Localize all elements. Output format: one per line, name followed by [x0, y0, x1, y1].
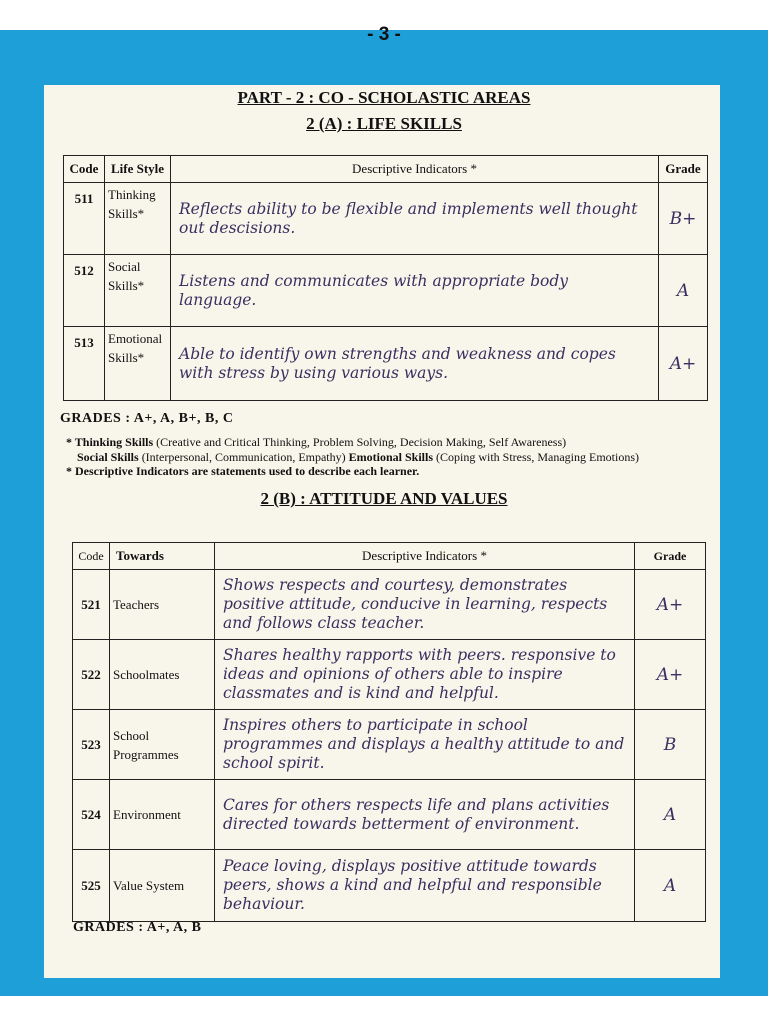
row-indicator: Peace loving, displays positive attitude towards peers, shows a kind and helpful and responsible behaviour.: [215, 850, 635, 922]
header-descriptive-indicators: Descriptive Indicators *: [215, 543, 635, 570]
row-skill: Social Skills*: [105, 255, 171, 327]
header-grade: Grade: [659, 156, 708, 183]
page-number: - 3 -: [367, 24, 401, 45]
attitude-values-title: 2 (B) : ATTITUDE AND VALUES: [260, 489, 508, 508]
note-thinking-skills: * Thinking Skills (Creative and Critical Thinking, Problem Solving, Decision Making, Self Awareness): [66, 435, 567, 449]
header-life-style: Life Style: [105, 156, 171, 183]
table-row: [73, 710, 706, 780]
row-indicator: Shares healthy rapports with peers. responsive to ideas and opinions of others able to inspire classmates and is kind and helpful.: [215, 640, 635, 710]
table-row: [64, 255, 708, 327]
row-indicator: Cares for others respects life and plans activities directed towards betterment of environment.: [215, 780, 635, 850]
table-row: [73, 850, 706, 922]
row-grade: A: [635, 780, 706, 850]
header-code: Code: [73, 543, 110, 570]
row-code: 524: [73, 780, 110, 850]
row-indicator: Shows respects and courtesy, demonstrates positive attitude, conducive in learning, respects and follows class teacher.: [215, 570, 635, 640]
table-row: [73, 570, 706, 640]
row-indicator: Listens and communicates with appropriate body language.: [171, 255, 659, 327]
row-code: 525: [73, 850, 110, 922]
row-towards: Schoolmates: [110, 640, 215, 710]
row-towards: School Programmes: [110, 710, 215, 780]
row-grade: A+: [659, 327, 708, 401]
row-towards: Value System: [110, 850, 215, 922]
life-skills-title: 2 (A) : LIFE SKILLS: [306, 114, 462, 133]
table-row: [73, 640, 706, 710]
attitude-values-grades: GRADES : A+, A, B: [73, 920, 202, 935]
row-grade: A+: [635, 640, 706, 710]
row-skill: Thinking Skills*: [105, 183, 171, 255]
row-indicator: Reflects ability to be flexible and implements well thought out descisions.: [171, 183, 659, 255]
life-skills-notes: [66, 435, 639, 479]
row-code: 513: [64, 327, 105, 401]
attitude-values-table: [72, 542, 706, 922]
header-descriptive-indicators: Descriptive Indicators *: [171, 156, 659, 183]
life-skills-grades: GRADES : A+, A, B+, B, C: [60, 411, 234, 426]
note-descriptive-indicators: * Descriptive Indicators are statements used to describe each learner.: [66, 464, 420, 478]
header-code: Code: [64, 156, 105, 183]
row-code: 523: [73, 710, 110, 780]
part-title: PART - 2 : CO - SCHOLASTIC AREAS: [237, 88, 531, 107]
row-towards: Environment: [110, 780, 215, 850]
life-skills-table: [63, 155, 708, 401]
row-skill: Emotional Skills*: [105, 327, 171, 401]
table-row: [73, 780, 706, 850]
row-indicator: Able to identify own strengths and weakness and copes with stress by using various ways.: [171, 327, 659, 401]
row-grade: A: [635, 850, 706, 922]
row-code: 522: [73, 640, 110, 710]
row-towards: Teachers: [110, 570, 215, 640]
row-code: 512: [64, 255, 105, 327]
row-grade: B+: [659, 183, 708, 255]
row-grade: B: [635, 710, 706, 780]
header-grade: Grade: [635, 543, 706, 570]
row-code: 511: [64, 183, 105, 255]
row-grade: A: [659, 255, 708, 327]
row-grade: A+: [635, 570, 706, 640]
note-social-emotional-skills: Social Skills (Interpersonal, Communication, Empathy) Emotional Skills (Coping with Stress, Managing Emotions): [77, 449, 639, 464]
row-code: 521: [73, 570, 110, 640]
table-row: [64, 183, 708, 255]
table-row: [64, 327, 708, 401]
row-indicator: Inspires others to participate in school programmes and displays a healthy attitude to and school spirit.: [215, 710, 635, 780]
header-towards: Towards: [110, 543, 215, 570]
